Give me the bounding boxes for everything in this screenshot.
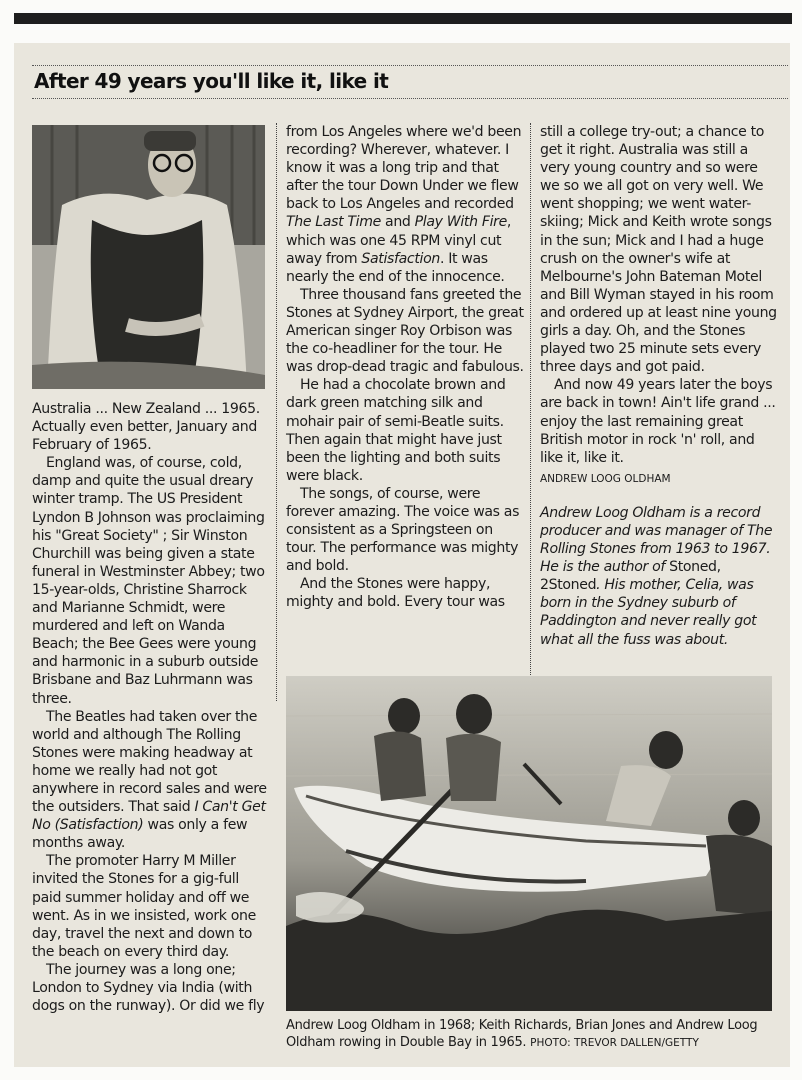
paragraph: The songs, of course, were forever amazing. The voice was as consistent as a Springsteen on tour. The performance was mighty and bold. [286, 485, 520, 575]
song-title: I Can't Get No (Satisfaction) [32, 799, 266, 834]
song-title: Play With Fire [414, 214, 507, 231]
paragraph: Australia ... New Zealand ... 1965. Actually even better, January and February of 1965. [32, 401, 260, 454]
paragraph: And now 49 years later the boys are back in town! Ain't life grand ... enjoy the last remaining great British motor in rock 'n' roll, and like it, like it. [540, 377, 776, 466]
article-clipping [14, 43, 790, 1067]
paragraph-text: from Los Angeles where we'd been recording? Wherever, whatever. I know it was a long trip and that after the tour Down Under we flew back to Los Angeles and recorded [286, 124, 522, 213]
paragraph: The journey was a long one; London to Sydney via India (with dogs on the runway). Or did we fly [32, 961, 265, 1015]
photo-credit: PHOTO: TREVOR DALLEN/GETTY [530, 1037, 699, 1049]
column-1 [32, 400, 268, 1015]
paragraph-text: was only a few months away. [32, 817, 248, 852]
paragraph: Three thousand fans greeted the Stones at Sydney Airport, the great American singer Roy Orbison was the co-headliner for the tour. He was drop-dead tragic and fabulous. [286, 286, 524, 376]
rowing-boat-photo [286, 676, 772, 1011]
column-3 [540, 123, 780, 649]
paragraph [286, 123, 526, 286]
article-headline: After 49 years you'll like it, like it [34, 69, 389, 93]
song-title: The Last Time [286, 214, 381, 231]
paragraph-text: The Beatles had taken over the world and although The Rolling Stones were making headway at home we really had not got anywhere in record sales and were the outsiders. That said [32, 708, 267, 816]
author-signature: ANDREW LOOG OLDHAM [540, 472, 671, 485]
paragraph: And the Stones were happy, mighty and bold. Every tour was [286, 576, 505, 611]
author-bio [540, 504, 780, 649]
caption-text: Andrew Loog Oldham in 1968; Keith Richards, Brian Jones and Andrew Loog Oldham rowing in Double Bay in 1965. [286, 1018, 758, 1050]
column-divider [530, 123, 531, 701]
photo-caption [286, 1017, 778, 1052]
paragraph-text: . It was nearly the end of the innocence. [286, 250, 505, 285]
song-title: Satisfaction [361, 250, 440, 267]
paragraph-text: and [385, 214, 411, 231]
paragraph [32, 708, 268, 853]
paragraph: still a college try-out; a chance to get it right. Australia was still a very young country and so were we so we all got on very well. We went shopping; we went water-skiing; Mick and Keith wrote songs in the sun; Mick and I had a huge crush on the owner's wife at Melbourne's John Bateman Motel and Bill Wyman stayed in his room and ordered up at least nine young girls a day. Oh, and the Stones played two 25 minute sets every three days and got paid. [540, 124, 777, 376]
column-divider [276, 123, 277, 701]
headline-rule-bottom [32, 98, 788, 99]
headline-rule-top [32, 65, 788, 66]
column-2 [286, 123, 526, 612]
paragraph: He had a chocolate brown and dark green matching silk and mohair pair of semi-Beatle suits. Then again that might have just been the lighting and both suits were black. [286, 377, 506, 484]
paragraph: The promoter Harry M Miller invited the Stones for a gig-full paid summer holiday and off we went. As in we insisted, work one day, travel the next and down to the beach on every third day. [32, 853, 256, 960]
paragraph: England was, of course, cold, damp and quite the usual dreary winter tramp. The US President Lyndon B Johnson was proclaiming his "Great Society" ; Sir Winston Churchill was being given a state funeral in Westminster Abbey; two 15-year-olds, Christine Sharrock and Marianne Schmidt, were murdered and left on Wanda Beach; the Bee Gees were young and harmonic in a suburb outside Brisbane and Baz Luhrmann was three. [32, 455, 265, 707]
paragraph-text: , which was one 45 RPM vinyl cut away from [286, 214, 512, 267]
bio-text: . His mother, Celia, was born in the Sydney suburb of Paddington and never really got what all the fuss was about. [540, 577, 757, 648]
portrait-photo [32, 125, 265, 389]
top-border-bar [14, 13, 792, 24]
book-title: Stoned, 2Stoned [540, 559, 721, 594]
bio-text: Andrew Loog Oldham is a record producer and was manager of The Rolling Stones from 1963 to 1967. He is the author of [540, 504, 773, 576]
